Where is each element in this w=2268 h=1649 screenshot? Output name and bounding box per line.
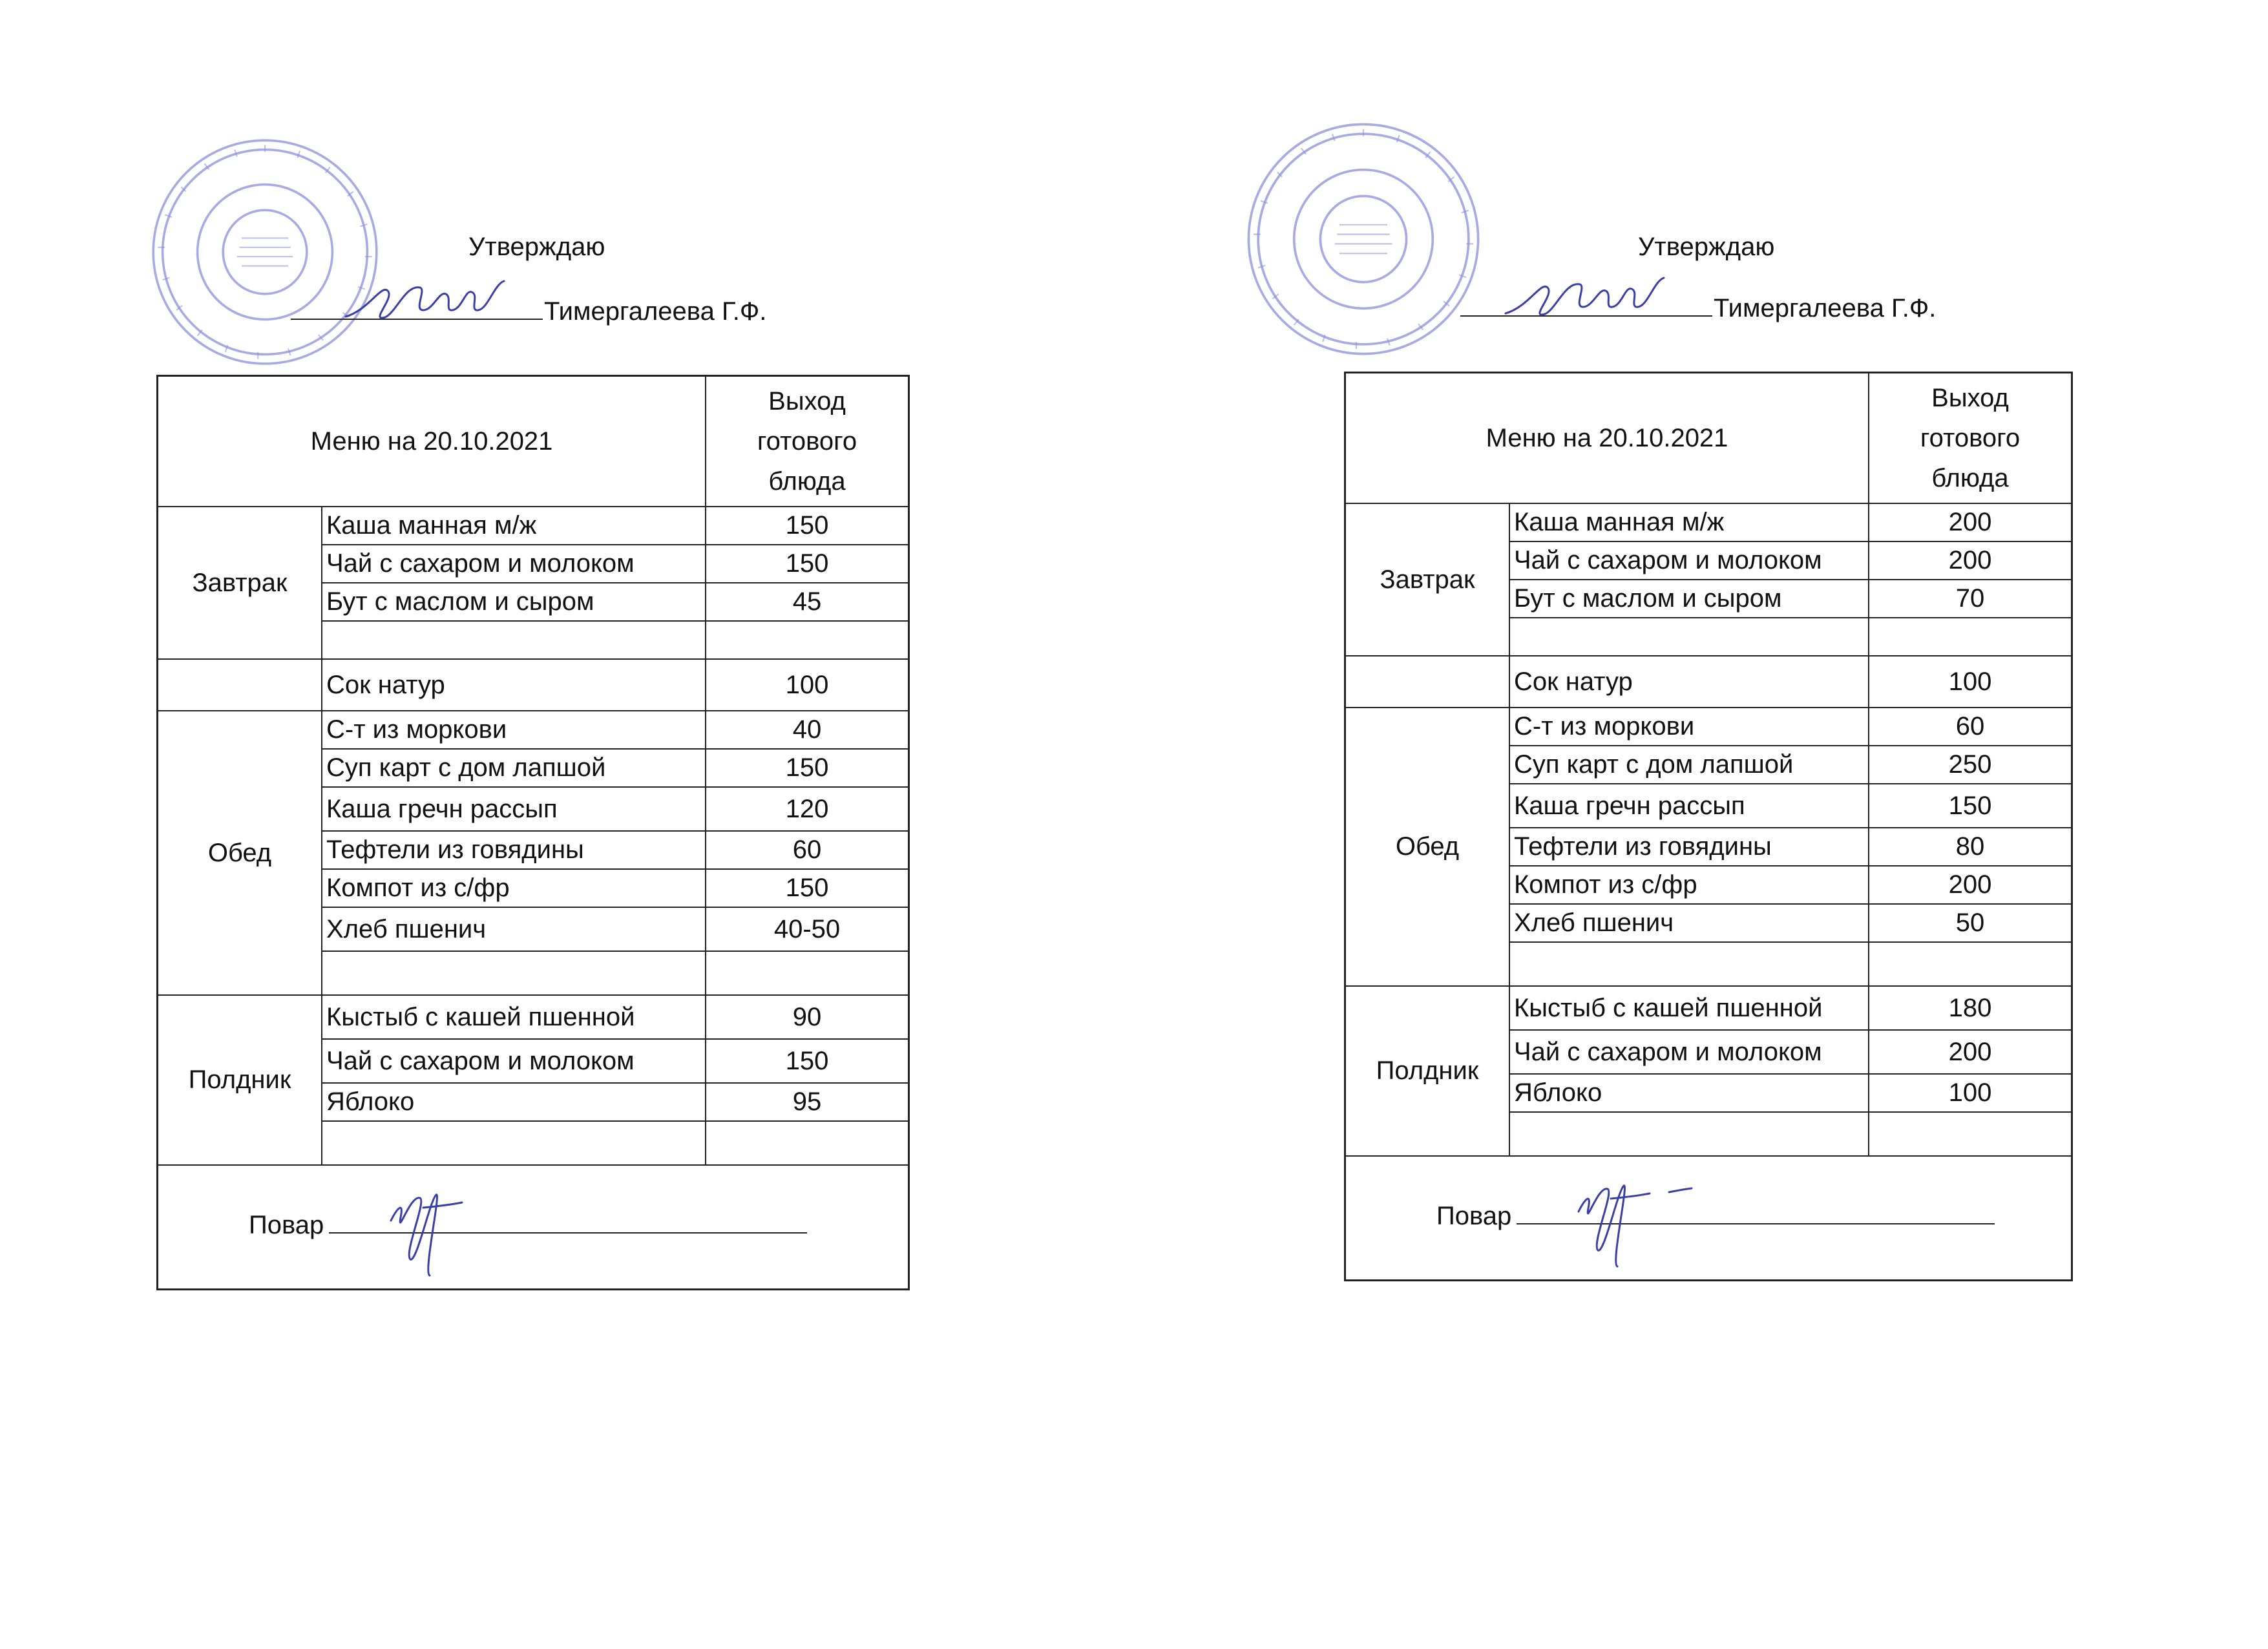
dish-qty: 60 — [1869, 708, 2072, 746]
dish-name: Чай с сахаром и молоком — [322, 545, 706, 583]
dish-qty: 180 — [1869, 986, 2072, 1030]
dish-name: Сок натур — [322, 659, 706, 711]
dish-name: Кыстыб с кашей пшенной — [322, 995, 706, 1039]
dish-qty: 150 — [706, 869, 909, 907]
dish-qty: 45 — [706, 583, 909, 621]
dish-name: Кыстыб с кашей пшенной — [1509, 986, 1869, 1030]
menu-sheet-left — [149, 123, 924, 1350]
empty-cell — [1869, 942, 2072, 986]
output-header — [706, 376, 909, 507]
empty-cell — [706, 621, 909, 659]
cook-label: Повар — [1436, 1202, 1512, 1230]
meal-label-breakfast: Завтрак — [1345, 503, 1510, 656]
empty-cell — [322, 621, 706, 659]
dish-name: Бут с маслом и сыром — [1509, 580, 1869, 618]
round-stamp-icon — [1244, 120, 1483, 359]
menu-table-left — [156, 375, 910, 1290]
dish-qty: 200 — [1869, 541, 2072, 580]
dish-name: Яблоко — [322, 1083, 706, 1121]
empty-cell — [1509, 1112, 1869, 1156]
cook-footer — [1345, 1156, 2072, 1281]
dish-name: Хлеб пшенич — [322, 907, 706, 951]
cook-line — [249, 1211, 807, 1240]
dish-name: Каша манная м/ж — [322, 507, 706, 545]
dish-qty: 95 — [706, 1083, 909, 1121]
director-signature-icon — [342, 271, 510, 330]
output-header-line: готового — [1920, 424, 2021, 452]
dish-qty: 100 — [706, 659, 909, 711]
dish-qty: 150 — [706, 545, 909, 583]
approver-name: Тимергалеева Г.Ф. — [1714, 294, 1937, 322]
empty-cell — [1345, 656, 1510, 708]
dish-qty: 90 — [706, 995, 909, 1039]
empty-cell — [706, 951, 909, 995]
empty-cell — [706, 1121, 909, 1165]
meal-label-afternoon: Полдник — [158, 995, 322, 1165]
output-header — [1869, 373, 2072, 504]
dish-name: Чай с сахаром и молоком — [1509, 541, 1869, 580]
output-header-line: Выход — [1931, 384, 2009, 412]
menu-table-right — [1344, 372, 2073, 1281]
dish-qty: 100 — [1869, 1074, 2072, 1112]
empty-cell — [322, 1121, 706, 1165]
approver-name: Тимергалеева Г.Ф. — [544, 297, 767, 326]
dish-qty: 200 — [1869, 866, 2072, 904]
dish-qty: 100 — [1869, 656, 2072, 708]
dish-qty: 150 — [706, 1039, 909, 1083]
cook-line — [1436, 1202, 1995, 1231]
dish-qty: 60 — [706, 831, 909, 869]
dish-name: Компот из с/фр — [1509, 866, 1869, 904]
meal-label-lunch: Обед — [1345, 708, 1510, 986]
dish-name: Каша манная м/ж — [1509, 503, 1869, 541]
dish-name: Каша гречн рассып — [1509, 784, 1869, 828]
menu-sheet-right — [1334, 120, 2110, 1347]
dish-name: Компот из с/фр — [322, 869, 706, 907]
dish-qty: 80 — [1869, 828, 2072, 866]
dish-name: Суп карт с дом лапшой — [322, 749, 706, 787]
output-header-line: Выход — [768, 387, 846, 415]
dish-name: С-т из моркови — [1509, 708, 1869, 746]
approve-label: Утверждаю — [1638, 233, 1775, 261]
empty-cell — [158, 659, 322, 711]
dish-name: С-т из моркови — [322, 711, 706, 749]
dish-qty: 250 — [1869, 746, 2072, 784]
dish-qty: 70 — [1869, 580, 2072, 618]
meal-label-afternoon: Полдник — [1345, 986, 1510, 1156]
meal-label-lunch: Обед — [158, 711, 322, 995]
dish-qty: 200 — [1869, 1030, 2072, 1074]
meal-label-breakfast: Завтрак — [158, 507, 322, 659]
dish-qty: 150 — [1869, 784, 2072, 828]
empty-cell — [322, 951, 706, 995]
cook-signature-icon — [384, 1182, 475, 1279]
dish-name: Яблоко — [1509, 1074, 1869, 1112]
dish-name: Тефтели из говядины — [1509, 828, 1869, 866]
dish-qty: 40-50 — [706, 907, 909, 951]
output-header-line: готового — [757, 427, 857, 456]
empty-cell — [1509, 618, 1869, 656]
empty-cell — [1869, 1112, 2072, 1156]
approve-label: Утверждаю — [468, 233, 605, 261]
dish-qty: 50 — [1869, 904, 2072, 942]
dish-name: Сок натур — [1509, 656, 1869, 708]
dish-name: Чай с сахаром и молоком — [1509, 1030, 1869, 1074]
dish-name: Суп карт с дом лапшой — [1509, 746, 1869, 784]
dish-name: Чай с сахаром и молоком — [322, 1039, 706, 1083]
dish-qty: 120 — [706, 787, 909, 831]
dish-name: Хлеб пшенич — [1509, 904, 1869, 942]
empty-cell — [1509, 942, 1869, 986]
dish-name: Каша гречн рассып — [322, 787, 706, 831]
cook-label: Повар — [249, 1211, 324, 1239]
menu-title: Меню на 20.10.2021 — [1345, 373, 1869, 504]
dish-qty: 150 — [706, 749, 909, 787]
dish-name: Тефтели из говядины — [322, 831, 706, 869]
dish-qty: 200 — [1869, 503, 2072, 541]
cook-signature-icon — [1572, 1173, 1701, 1270]
director-signature-icon — [1502, 268, 1670, 326]
empty-cell — [1869, 618, 2072, 656]
menu-title: Меню на 20.10.2021 — [158, 376, 706, 507]
cook-footer — [158, 1165, 909, 1290]
output-header-line: блюда — [768, 467, 846, 496]
dish-qty: 150 — [706, 507, 909, 545]
dish-qty: 40 — [706, 711, 909, 749]
round-stamp-icon — [149, 136, 381, 368]
dish-name: Бут с маслом и сыром — [322, 583, 706, 621]
output-header-line: блюда — [1931, 464, 2009, 492]
